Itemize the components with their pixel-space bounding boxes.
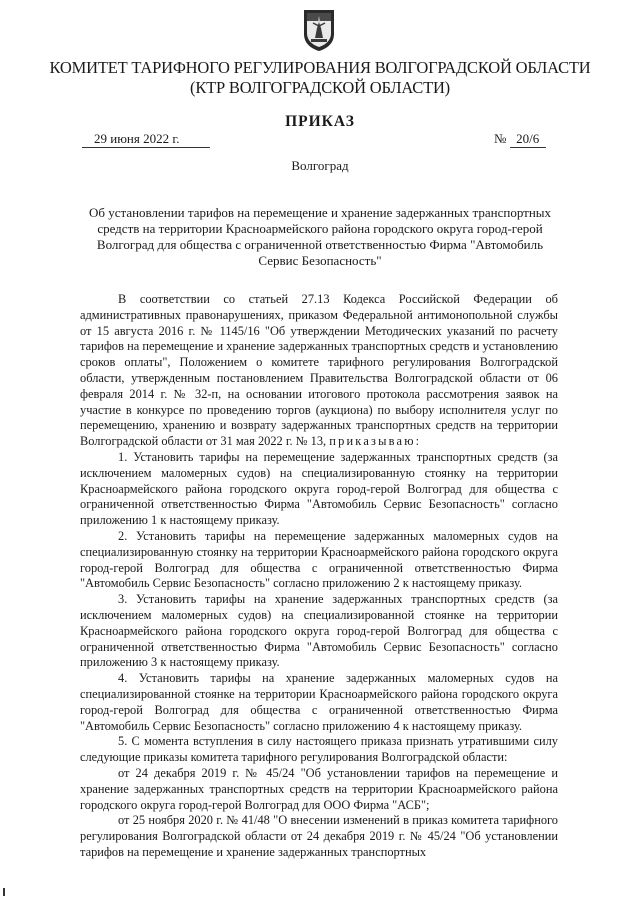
number-value: 20/6	[510, 131, 546, 148]
body-item-4: 4. Установить тарифы на хранение задержанных маломерных судов на специализированной стоянке на территории Красноармейского района городского округа город-герой Волгоград для общества с ограниченной ответственностью Фирма "Автомобиль Сервис Безопасность" согласно приложению 4 к настоящему приказу.	[80, 671, 558, 733]
body-intro	[80, 292, 558, 450]
body-item-5-sub-1: от 24 декабря 2019 г. № 45/24 "Об установлении тарифов на перемещение и хранение задержанных транспортных средств на территории Красноармейского района городского округа город-герой Волгоград для ООО Фирма "АСБ";	[80, 765, 558, 812]
coat-of-arms-icon	[302, 8, 336, 52]
scan-mark	[3, 888, 5, 896]
body-item-5-sub-2: от 25 ноября 2020 г. № 41/48 "О внесении изменений в приказ комитета тарифного регулирования Волгоградской области от 24 декабря 2019 г. № 45/24 "Об установлении тарифов на перемещение и хранение задержанных транспортных	[80, 813, 558, 859]
intro-verb: приказываю:	[329, 434, 422, 449]
organization-line-1: КОМИТЕТ ТАРИФНОГО РЕГУЛИРОВАНИЯ ВОЛГОГРАДСКОЙ ОБЛАСТИ	[49, 58, 591, 77]
order-body	[80, 292, 558, 861]
body-item-2: 2. Установить тарифы на перемещение задержанных маломерных судов на специализированную стоянку на территории Красноармейского района городского округа город-герой Волгоград для общества с ограниченной ответственностью Фирма "Автомобиль Сервис Безопасность" согласно приложению 2 к настоящему приказу.	[80, 528, 558, 591]
order-subject: Об установлении тарифов на перемещение и хранение задержанных транспортных средств на территории Красноармейского района городского округа город-герой Волгоград для общества с ограниченной ответственностью Фирма "Автомобиль Сервис Безопасность"	[88, 205, 552, 268]
city: Волгоград	[291, 158, 349, 173]
intro-text: В соответствии со статьей 27.13 Кодекса Российской Федерации об административных правонарушениях, приказом Федеральной антимонопольной службы от 15 августа 2016 г. № 1145/16 "Об утверждении Методических указаний по расчету тарифов на перемещение и хранение задержанных транспортных средств и установлению сроков оплаты", Положением о комитете тарифного регулирования Волгоградской области, утвержденным постановлением Правительства Волгоградской области от 06 февраля 2014 г. № 32-п, на основании итогового протокола рассмотрения заявок на участие в конкурсе по проведению торгов (аукциона) по выбору исполнителя услуг по перемещению, хранению и возврату задержанных транспортных средств на территории Волгоградской области от 31 мая 2022 г. № 13,	[80, 292, 558, 449]
order-number	[494, 131, 546, 148]
body-item-5: 5. С момента вступления в силу настоящего приказа признать утратившими силу следующие приказы комитета тарифного регулирования Волгоградской области:	[80, 734, 558, 765]
organization-line-2: (КТР ВОЛГОГРАДСКОЙ ОБЛАСТИ)	[190, 78, 450, 97]
body-item-3: 3. Установить тарифы на хранение задержанных транспортных средств (за исключением маломерных судов) на специализированной стоянке на территории Красноармейского района городского округа город-герой Волгоград для общества с ограниченной ответственностью Фирма "Автомобиль Сервис Безопасность" согласно приложению 3 к настоящему приказу.	[80, 592, 558, 670]
order-date: 29 июня 2022 г.	[82, 131, 210, 148]
body-item-1: 1. Установить тарифы на перемещение задержанных транспортных средств (за исключением маломерных судов) на специализированную стоянку на территории Красноармейского района городского округа город-герой Волгоград для общества с ограниченной ответственностью Фирма "Автомобиль Сервис Безопасность" согласно приложению 1 к настоящему приказу.	[80, 449, 558, 528]
organization-name	[40, 58, 600, 98]
document-type: ПРИКАЗ	[285, 113, 355, 130]
number-label: №	[494, 131, 507, 146]
